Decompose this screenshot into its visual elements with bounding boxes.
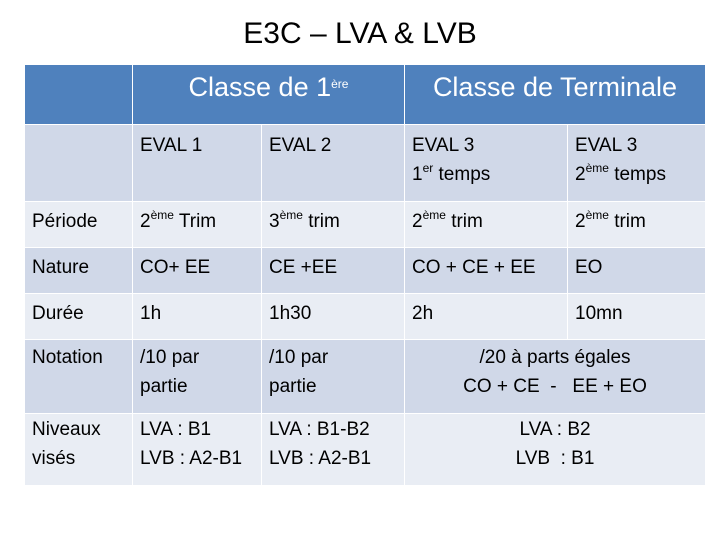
notation-eval3-line2: CO + CE - EE + EO (463, 376, 647, 397)
duree-eval1: 1h (133, 294, 261, 339)
subheader-empty-cell (25, 125, 132, 201)
ordinal-number: 2 (575, 211, 586, 232)
niveaux-eval3-line2: LVB : B1 (515, 448, 595, 469)
header-empty-cell (25, 65, 132, 124)
page-title: E3C – LVA & LVB (243, 17, 477, 50)
ordinal-suffix: ème (422, 208, 446, 222)
subheader-eval3-second-line1: EVAL 3 (575, 135, 638, 156)
periode-eval1 (133, 202, 261, 247)
periode-eval3-second (568, 202, 705, 247)
notation-eval3 (405, 340, 705, 413)
ordinal-text: trim (445, 211, 483, 232)
subheader-eval2: EVAL 2 (262, 125, 404, 201)
row-label-notation: Notation (25, 340, 132, 413)
subheader-eval3-second-line2 (575, 160, 705, 189)
table-subheader-row (25, 125, 705, 201)
evaluation-table (24, 64, 706, 486)
niveaux-eval2-line1: LVA : B1-B2 (269, 419, 370, 440)
subheader-eval1: EVAL 1 (133, 125, 261, 201)
nature-eval3-first: CO + CE + EE (405, 248, 567, 293)
table-row-nature (25, 248, 705, 293)
ordinal-suffix: ème (585, 208, 609, 222)
niveaux-eval3-line1: LVA : B2 (519, 419, 591, 440)
row-label-duree: Durée (25, 294, 132, 339)
duree-eval3-second: 10mn (568, 294, 705, 339)
ordinal-text: temps (608, 164, 666, 185)
ordinal-suffix: ème (150, 208, 174, 222)
row-label-niveaux-line1: Niveaux (32, 419, 101, 440)
subheader-eval3-first (405, 125, 567, 201)
niveaux-eval2 (262, 414, 404, 485)
periode-eval3-first (405, 202, 567, 247)
ordinal-suffix: ème (279, 208, 303, 222)
row-label-niveaux-line2: visés (32, 448, 76, 469)
subheader-eval3-second (568, 125, 705, 201)
nature-eval3-second: EO (568, 248, 705, 293)
notation-eval3-line1: /20 à parts égales (479, 347, 631, 368)
table-row-periode (25, 202, 705, 247)
notation-eval1-line1: /10 par (140, 347, 200, 368)
periode-eval2 (262, 202, 404, 247)
header-classe-premiere (133, 65, 404, 124)
ordinal-number: 2 (140, 211, 151, 232)
ordinal-number: 1 (412, 164, 423, 185)
table-row-notation (25, 340, 705, 413)
ordinal-suffix: ème (585, 161, 609, 175)
niveaux-eval3 (405, 414, 705, 485)
ordinal-text: temps (433, 164, 491, 185)
niveaux-eval1 (133, 414, 261, 485)
nature-eval1: CO+ EE (133, 248, 261, 293)
ordinal-text: Trim (173, 211, 217, 232)
niveaux-eval1-line2: LVB : A2-B1 (140, 448, 243, 469)
header-classe-premiere-sup: ère (331, 77, 349, 91)
row-label-nature: Nature (25, 248, 132, 293)
table-header-row (25, 65, 705, 124)
niveaux-eval2-line2: LVB : A2-B1 (269, 448, 372, 469)
header-classe-terminale: Classe de Terminale (405, 65, 705, 124)
subheader-eval3-first-line1: EVAL 3 (412, 135, 475, 156)
duree-eval3-first: 2h (405, 294, 567, 339)
notation-eval2 (262, 340, 404, 413)
notation-eval1-line2: partie (140, 376, 188, 397)
ordinal-text: trim (608, 211, 646, 232)
subheader-eval3-first-line2 (412, 160, 567, 189)
niveaux-eval1-line1: LVA : B1 (140, 419, 212, 440)
notation-eval2-line1: /10 par (269, 347, 329, 368)
row-label-niveaux (25, 414, 132, 485)
duree-eval2: 1h30 (262, 294, 404, 339)
notation-eval2-line2: partie (269, 376, 317, 397)
ordinal-number: 2 (575, 164, 586, 185)
row-label-periode: Période (25, 202, 132, 247)
table-row-duree (25, 294, 705, 339)
nature-eval2: CE +EE (262, 248, 404, 293)
ordinal-number: 3 (269, 211, 280, 232)
header-classe-premiere-label: Classe de 1 (188, 72, 332, 102)
ordinal-text: trim (302, 211, 340, 232)
table-row-niveaux (25, 414, 705, 485)
ordinal-number: 2 (412, 211, 423, 232)
ordinal-suffix: er (422, 161, 434, 175)
notation-eval1 (133, 340, 261, 413)
